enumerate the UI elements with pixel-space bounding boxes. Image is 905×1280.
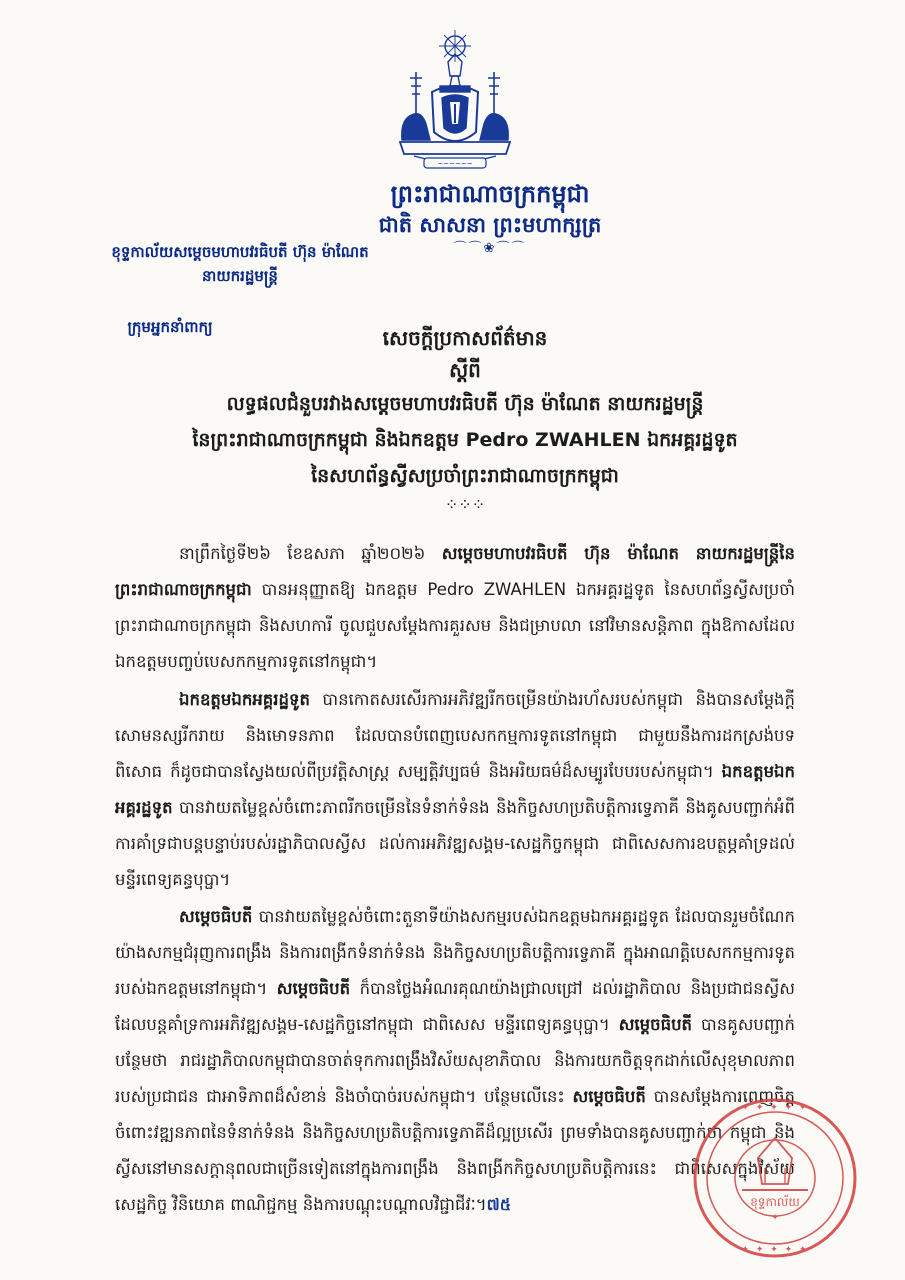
office-name: ខុទ្ទកាល័យសម្ដេចមហាបវរធិបតី ហ៊ុន ម៉ាណែត	[111, 243, 369, 261]
svg-text:~~~~~~: ~~~~~~	[437, 160, 473, 168]
svg-text:✦ ✦ ✦ ✦ ✦: ✦ ✦ ✦ ✦ ✦	[741, 1245, 809, 1255]
paragraph-text: បានវាយតម្លៃខ្ពស់ចំពោះតួនាទីយ៉ាងសកម្មរបស់ឯកឧត្ដមឯកអគ្គរដ្ឋទូត ដែលបានរួមចំណែកយ៉ាងសកម្មជំរុញការពង្រឹង និងការពង្រីកទំនាក់ទំនង និងកិច្ចសហប្រតិបត្តិការទ្វេភាគី ក្នុងអាណត្តិបេសកកម្មការទូតរបស់ឯកឧត្ដមនៅកម្ពុជា។	[115, 907, 795, 998]
national-header	[360, 178, 620, 258]
subject-line: នៃសហព័ន្ធស្វីសប្រចាំព្រះរាជាណាចក្រកម្ពុជា	[311, 465, 619, 487]
kingdom-name: ព្រះរាជាណាចក្រកម្ពុជា	[390, 180, 590, 208]
paragraph-text: បានវាយតម្លៃខ្ពស់ចំពោះភាពរីកចម្រើននៃទំនាក់ទំនង និងកិច្ចសហប្រតិបត្តិការទ្វេភាគី និងគូសបញ្ជាក់អំពីការគាំទ្រជាបន្តបន្ទាប់របស់រដ្ឋាភិបាលស្វីស ដល់ការអភិវឌ្ឍសង្គម-សេដ្ឋកិច្ចកម្ពុជា ជាពិសេសការឧបត្ថម្ភគាំទ្រដល់មន្ទីរពេទ្យគន្ធបុប្ផា។	[115, 798, 795, 889]
document-about: ស្ដីពី	[449, 358, 481, 382]
bold-name: ឯកឧត្ដមឯកអគ្គរដ្ឋទូត	[179, 690, 310, 709]
office-title: នាយករដ្ឋមន្ត្រី	[202, 267, 278, 285]
official-seal-stamp-icon	[670, 1088, 860, 1263]
title-separator: ⁘⁘⁘	[444, 495, 486, 514]
spokes-unit: ក្រុមអ្នកនាំពាក្យ	[127, 318, 213, 336]
press-release-title-block	[140, 322, 790, 516]
svg-text:✦ ✦ ✦ ✦ ✦: ✦ ✦ ✦ ✦ ✦	[741, 1103, 809, 1113]
page-mark: ៧៥	[486, 1195, 512, 1214]
bold-name: សម្ដេចមហាបវរធិបតី ហ៊ុន ម៉ាណែត នាយករដ្ឋមន្ត្រីនៃព្រះរាជាណាចក្រកម្ពុជា	[115, 544, 795, 599]
paragraph-text: ក៏បានថ្លែងអំណរគុណយ៉ាងជ្រាលជ្រៅ ដល់រដ្ឋាភិបាល និងប្រជាជនស្វីស ដែលបន្តគាំទ្រការអភិវឌ្ឍសង្គម-សេដ្ឋកិច្ចនៅកម្ពុជា ជាពិសេស មន្ទីរពេទ្យគន្ធបុប្ផា។	[115, 979, 795, 1034]
document-title: សេចក្ដីប្រកាសព័ត៌មាន	[382, 326, 548, 350]
office-header	[90, 240, 390, 288]
body-paragraph-2	[115, 682, 795, 898]
bold-name: សម្ដេចធិបតី	[179, 907, 253, 926]
royal-emblem-icon	[380, 28, 530, 178]
paragraph-text: បានអនុញ្ញាតឱ្យ ឯកឧត្ដម Pedro ZWAHLEN ឯកអគ្គរដ្ឋទូត នៃសហព័ន្ធស្វីសប្រចាំព្រះរាជាណាចក្រកម្ពុជា និងសហការី ចូលជួបសម្ដែងការគួរសម និងជម្រាបលា នៅវិមានសន្តិភាព ក្នុងឱកាសដែលឯកឧត្ដមបញ្ចប់បេសកកម្មការទូតនៅកម្ពុជា។	[115, 580, 795, 671]
national-motto: ជាតិ សាសនា ព្រះមហាក្សត្រ	[378, 213, 602, 237]
paragraph-lead: នាព្រឹកថ្ងៃទី២៦ ខែឧសភា ឆ្នាំ២០២៦	[179, 544, 442, 563]
paragraph-text: បានគូសបញ្ជាក់បន្ថែមថា រាជរដ្ឋាភិបាលកម្ពុជាបានចាត់ទុកការពង្រឹងវិស័យសុខាភិបាល និងការយកចិត្តទុកដាក់លើសុខុមាលភាពរបស់ប្រជាជន ជាអាទិភាពដ៏សំខាន់ និងចាំបាច់របស់កម្ពុជា។ បន្ថែមលើនេះ	[115, 1015, 795, 1106]
bold-name: សម្ដេចធិបតី	[572, 1087, 646, 1106]
stamp-text: ខុទ្ទកាល័យ	[750, 1195, 800, 1209]
paragraph-text: បានសម្ដែងការពេញចិត្តចំពោះវឌ្ឍនភាពនៃទំនាក់ទំនង និងកិច្ចសហប្រតិបត្តិការទ្វេភាគីដ៏ល្អប្រសើរ ព្រមទាំងបានគូសបញ្ជាក់ថា កម្ពុជា និងស្វីសនៅមានសក្ដានុពលជាច្រើនទៀតនៅក្នុងការពង្រឹង និងពង្រីកកិច្ចសហប្រតិបត្តិការនេះ ជាពិសេសក្នុងវិស័យសេដ្ឋកិច្ច វិនិយោគ ពាណិជ្ជកម្ម និងការបណ្ដុះបណ្ដាលវិជ្ជាជីវៈ។	[115, 1087, 796, 1214]
bold-name: សម្ដេចធិបតី	[618, 1015, 693, 1034]
bold-name: សម្ដេចធិបតី	[276, 979, 351, 998]
motto-ornament: ⌒⌒❀⌒⌒	[453, 241, 527, 256]
svg-text:✦: ✦	[771, 1213, 779, 1223]
paragraph-text: បានកោតសរសើរការអភិវឌ្ឍរីកចម្រើនយ៉ាងរហ័សរបស់កម្ពុជា និងបានសម្ដែងក្ដីសោមនស្សរីករាយ និងមោទនភាព ដែលបានបំពេញបេសកកម្មការទូតនៅកម្ពុជា ជាមួយនឹងការដកស្រង់បទពិសោធ ក៏ដូចជាបានស្វែងយល់ពីប្រវត្តិសាស្ត្រ សម្បត្តិវប្បធម៌ និងអរិយធម៌ដ៏សម្បូរបែបរបស់កម្ពុជា។	[115, 690, 795, 781]
body-paragraph-1	[115, 536, 795, 680]
subject-line: លទ្ធផលជំនួបរវាងសម្ដេចមហាបវរធិបតី ហ៊ុន ម៉ាណែត នាយករដ្ឋមន្ត្រី	[226, 393, 704, 415]
bold-name: ឯកឧត្ដមឯកអគ្គរដ្ឋទូត	[115, 762, 795, 817]
subject-line: នៃព្រះរាជាណាចក្រកម្ពុជា និងឯកឧត្ដម Pedro ZWAHLEN ឯកអគ្គរដ្ឋទូត	[192, 429, 738, 451]
